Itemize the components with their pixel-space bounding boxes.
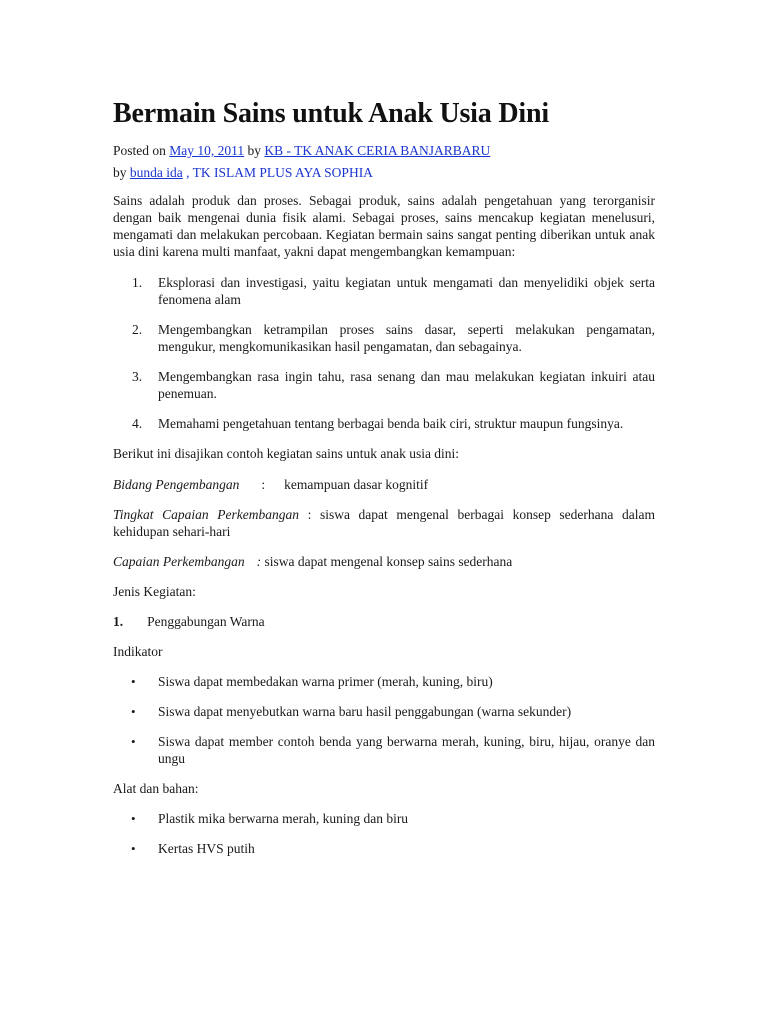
bullet-icon: • <box>131 841 136 856</box>
materials-list <box>113 810 655 857</box>
list-number: 1. <box>132 275 143 290</box>
activity-line <box>113 613 655 630</box>
list-item <box>113 368 655 402</box>
author2-link[interactable]: bunda ida <box>129 165 183 180</box>
list-item-text: Mengembangkan ketrampilan proses sains dasar, seperti melakukan pengamatan, mengukur, mengkomunikasikan hasil pengamatan, dan sebagainya. <box>158 322 655 354</box>
bullet-icon: • <box>131 704 136 719</box>
benefits-list <box>113 274 655 432</box>
list-item-text: Siswa dapat menyebutkan warna baru hasil penggabungan (warna sekunder) <box>158 704 572 719</box>
list-number: 3. <box>132 369 143 384</box>
indicator-list <box>113 673 655 767</box>
indikator-label: Indikator <box>113 644 163 659</box>
list-item-text: Memahami pengetahuan tentang berbagai benda baik ciri, struktur maupun fungsinya. <box>158 416 624 431</box>
list-item <box>113 673 655 690</box>
list-item <box>113 415 655 432</box>
list-item <box>113 703 655 720</box>
meta-separator: , <box>186 165 190 180</box>
post-date-link[interactable]: May 10, 2011 <box>169 143 245 158</box>
list-number: 2. <box>132 322 143 337</box>
bidang-colon: : <box>261 477 266 492</box>
bidang-value: kemampuan dasar kognitif <box>284 477 429 492</box>
bullet-icon: • <box>131 734 136 749</box>
tingkat-colon: : <box>307 507 312 522</box>
author-link[interactable]: KB - TK ANAK CERIA BANJARBARU <box>264 143 491 158</box>
bidang-line <box>113 476 655 493</box>
alat-bahan-label: Alat dan bahan: <box>113 781 199 796</box>
article <box>113 94 655 870</box>
posted-on-label: Posted on <box>113 143 166 158</box>
capaian-line <box>113 553 655 570</box>
list-item <box>113 810 655 827</box>
by-label: by <box>247 143 262 158</box>
bidang-label: Bidang Pengembangan <box>113 477 240 492</box>
activity-name: Penggabungan Warna <box>147 614 265 629</box>
list-item <box>113 274 655 308</box>
list-item <box>113 733 655 767</box>
capaian-label: Capaian Perkembangan <box>113 554 245 569</box>
article-title: Bermain Sains untuk Anak Usia Dini <box>113 98 549 129</box>
bullet-icon: • <box>131 674 136 689</box>
bullet-icon: • <box>131 811 136 826</box>
capaian-value: siswa dapat mengenal konsep sains sederhana <box>264 554 513 569</box>
org-link[interactable]: TK ISLAM PLUS AYA SOPHIA <box>192 165 373 180</box>
list-item-text: Siswa dapat member contoh benda yang berwarna merah, kuning, biru, hijau, oranye dan ungu <box>158 734 655 766</box>
list-item-text: Eksplorasi dan investigasi, yaitu kegiatan untuk mengamati dan menyelidiki objek serta fenomena alam <box>158 275 655 307</box>
tingkat-label: Tingkat Capaian Perkembangan <box>113 507 299 522</box>
activity-number: 1. <box>113 614 124 629</box>
tingkat-value: siswa dapat mengenal berbagai konsep sederhana dalam kehidupan sehari-hari <box>113 507 655 539</box>
posted-line <box>113 140 655 162</box>
post-meta <box>113 140 655 184</box>
list-item-text: Kertas HVS putih <box>158 841 255 856</box>
list-item <box>113 840 655 857</box>
list-item <box>113 321 655 355</box>
intro-paragraph: Sains adalah produk dan proses. Sebagai produk, sains adalah pengetahuan yang terorganisir dengan baik mengenai dunia fisik alami. Sebagai proses, sains mencakup kegiatan menelusuri, mengamati dan melakukan percobaan. Kegiatan bermain sains sangat penting diberikan untuk anak usia dini karena multi manfaat, yakni dapat mengembangkan kemampuan: <box>113 193 655 259</box>
list-number: 4. <box>132 416 143 431</box>
jenis-kegiatan-label: Jenis Kegiatan: <box>113 584 196 599</box>
list-item-text: Plastik mika berwarna merah, kuning dan biru <box>158 811 409 826</box>
second-author-line <box>113 162 655 184</box>
list-item-text: Mengembangkan rasa ingin tahu, rasa senang dan mau melakukan kegiatan inkuiri atau penemuan. <box>158 369 655 401</box>
examples-intro: Berikut ini disajikan contoh kegiatan sains untuk anak usia dini: <box>113 446 460 461</box>
tingkat-line <box>113 506 655 540</box>
list-item-text: Siswa dapat membedakan warna primer (merah, kuning, biru) <box>158 674 493 689</box>
capaian-colon: : <box>256 554 262 569</box>
by-label-2: by <box>113 165 127 180</box>
